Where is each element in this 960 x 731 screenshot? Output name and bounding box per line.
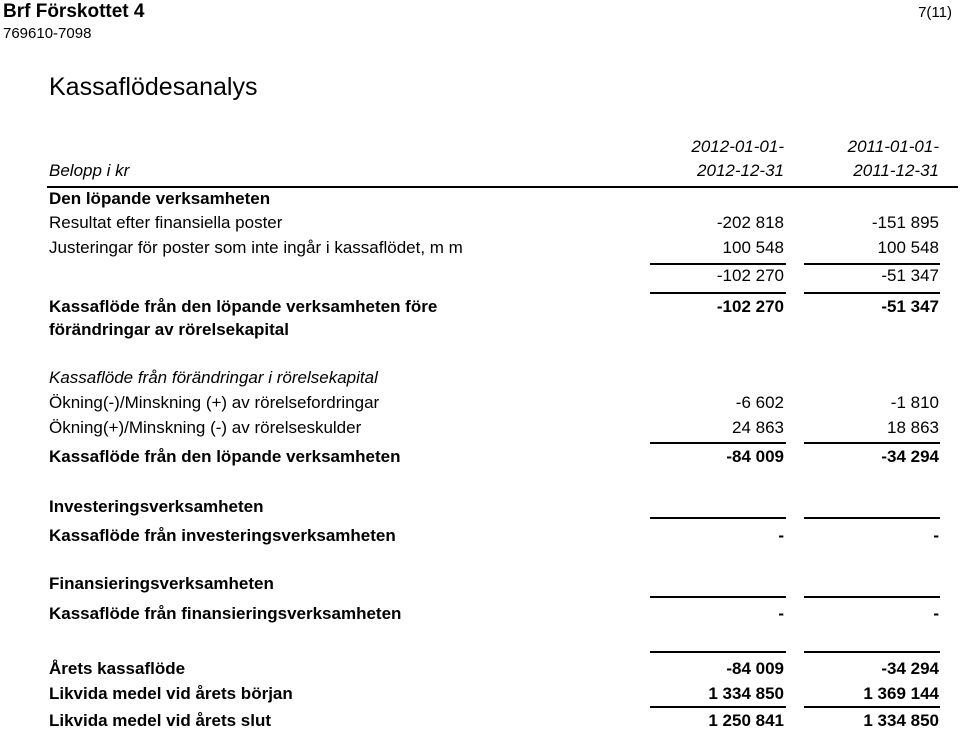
col1-rule [650,706,786,708]
row-value-2012: -202 818 [716,213,784,232]
row-value-2012: -84 009 [726,659,784,678]
row-label: Kassaflöde från den löpande verksamheten före [49,297,438,316]
col1-rule [650,651,786,653]
row-value-2012: -102 270 [716,297,784,316]
row-value-2012: -84 009 [726,447,784,466]
col2-header-line1: 2011-01-01- [847,137,939,156]
section-financing-heading: Finansieringsverksamheten [49,574,274,593]
row-value-2011: 18 863 [887,418,939,437]
amount-unit-label: Belopp i kr [49,161,130,180]
col2-rule [804,596,940,598]
row-value-2011: - [933,604,939,623]
row-label: Kassaflöde från investeringsverksamheten [49,526,396,545]
col2-rule [804,651,940,653]
row-label: Likvida medel vid årets slut [49,711,272,730]
col2-header-line2: 2011-12-31 [853,161,939,180]
page-number: 7(11) [918,4,952,21]
row-value-2012: - [778,526,784,545]
row-label: Kassaflöde från finansieringsverksamheten [49,604,402,623]
col2-rule [804,292,940,294]
section-investing-heading: Investeringsverksamheten [49,497,264,516]
col2-rule [804,517,940,519]
col1-rule [650,263,786,265]
row-label: Ökning(+)/Minskning (-) av rörelseskulder [49,418,362,437]
col2-rule [804,442,940,444]
row-label: Årets kassaflöde [49,659,186,678]
row-value-2012: 1 334 850 [708,684,784,703]
row-value-2011: 1 334 850 [863,711,939,730]
col1-rule [650,442,786,444]
subtotal-value-2012: -102 270 [716,266,784,285]
org-number: 769610-7098 [3,25,92,42]
row-value-2011: -51 347 [881,297,939,316]
section-operating-heading: Den löpande verksamheten [49,189,271,208]
row-label: Kassaflöde från den löpande verksamheten [49,447,401,466]
row-label: Justeringar för poster som inte ingår i kassaflödet, m m [49,238,463,257]
row-value-2012: - [778,604,784,623]
row-value-2012: 1 250 841 [708,711,784,730]
row-value-2012: -6 602 [735,393,784,412]
row-value-2012: 24 863 [732,418,784,437]
row-value-2011: -34 294 [881,659,939,678]
col1-rule [650,292,786,294]
col1-header-line2: 2012-12-31 [697,161,784,180]
header-rule [47,186,958,188]
row-value-2011: 100 548 [877,238,939,257]
row-label: Likvida medel vid årets början [49,684,293,703]
row-value-2011: -34 294 [881,447,939,466]
row-value-2011: -151 895 [871,213,939,232]
row-value-2011: 1 369 144 [863,684,939,703]
row-label-continued: förändringar av rörelsekapital [49,320,289,339]
col1-rule [650,517,786,519]
col1-header-line1: 2012-01-01- [691,137,784,156]
page-title: Kassaflödesanalys [49,73,258,101]
subtotal-value-2011: -51 347 [881,266,939,285]
col1-rule [650,596,786,598]
row-label: Resultat efter finansiella poster [49,213,283,232]
row-value-2011: - [933,526,939,545]
row-value-2011: -1 810 [890,393,939,412]
row-value-2012: 100 548 [722,238,784,257]
working-capital-heading: Kassaflöde från förändringar i rörelsekapital [49,368,378,387]
col2-rule [804,706,940,708]
org-name: Brf Förskottet 4 [3,1,145,22]
row-label: Ökning(-)/Minskning (+) av rörelsefordringar [49,393,380,412]
col2-rule [804,263,940,265]
